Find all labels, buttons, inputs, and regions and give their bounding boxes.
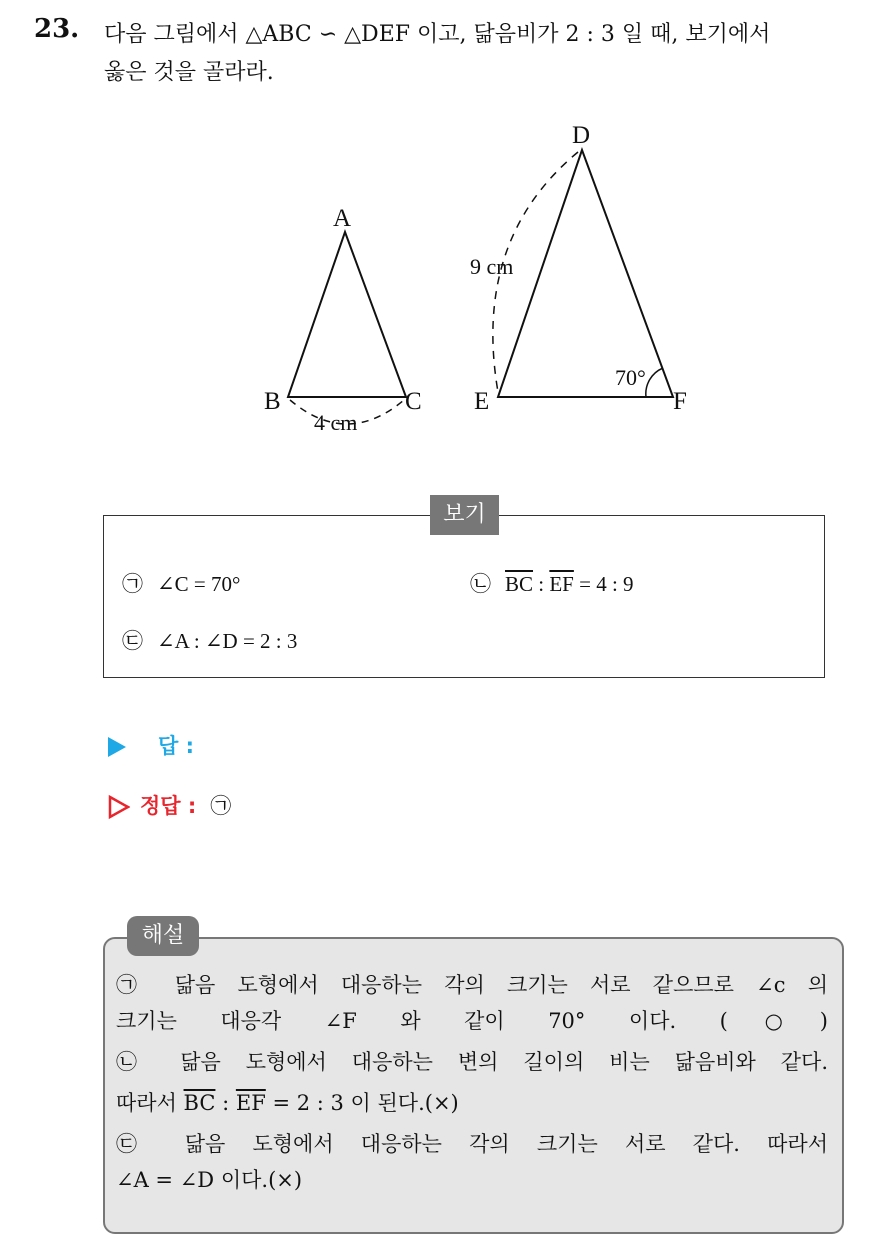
vertex-label-b: B <box>264 388 281 415</box>
haesul-line-4 <box>116 1088 828 1118</box>
haesul-line-3: ㉡ 닮음 도형에서 대응하는 변의 길이의 비는 닮음비와 같다. <box>116 1050 828 1074</box>
answer-label: 답 : <box>158 734 194 758</box>
triangle-abc <box>288 232 406 397</box>
question-number: 23. <box>34 14 80 44</box>
haesul-line-5: ㉢ 닮음 도형에서 대응하는 각의 크기는 서로 같다. 따라서 <box>116 1132 828 1156</box>
bogi-item-2-mid: : <box>533 572 550 596</box>
haesul-line-4-mid: : <box>215 1091 236 1115</box>
haesul-line-4-post: = 2 : 3 이 된다.(×) <box>265 1091 459 1115</box>
vertex-label-e: E <box>474 388 490 415</box>
bogi-item-3 <box>122 625 297 655</box>
haesul-line-1: ㉠ 닮음 도형에서 대응하는 각의 크기는 서로 같으므로 ∠c 의 <box>116 973 828 997</box>
play-triangle-icon <box>108 737 126 757</box>
bogi-marker-3: ㉢ <box>122 629 143 653</box>
question-line-1: 다음 그림에서 △ABC ∽ △DEF 이고, 닮음비가 2 : 3 일 때, 보기에서 <box>104 22 771 47</box>
haesul-line-4-pre: 따라서 <box>116 1091 184 1115</box>
bogi-marker-1: ㉠ <box>122 572 143 596</box>
vertex-label-a: A <box>333 205 352 232</box>
vertex-label-f: F <box>673 388 687 415</box>
haesul-segment-bc: $\overline{BC}$ <box>183 1091 216 1115</box>
triangle-figure <box>0 0 884 480</box>
haesul-line-6: ∠A = ∠D 이다.(×) <box>116 1168 303 1192</box>
question-line-2: 옳은 것을 골라라. <box>104 60 274 85</box>
correct-answer-row <box>108 790 231 820</box>
outline-triangle-icon <box>108 795 130 819</box>
correct-answer-label: 정답 : <box>140 794 197 818</box>
bogi-item-2-post: = 4 : 9 <box>573 572 634 596</box>
triangle-def <box>498 150 673 397</box>
bogi-item-1-text: ∠C = 70° <box>157 572 241 596</box>
haesul-segment-ef: $\overline{EF}$ <box>235 1091 266 1115</box>
haesul-title: 해설 <box>127 916 199 956</box>
segment-bc: $\overline{BC}$ <box>505 572 534 596</box>
angle-f-label: 70° <box>615 365 646 390</box>
bc-length-label: 4 cm <box>314 410 358 435</box>
de-length-label: 9 cm <box>470 254 514 279</box>
bogi-item-3-text: ∠A : ∠D = 2 : 3 <box>157 629 298 653</box>
answer-row <box>108 730 194 760</box>
bogi-item-2 <box>470 568 634 598</box>
bogi-marker-2: ㉡ <box>470 572 491 596</box>
haesul-line-2: 크기는 대응각 ∠F 와 같이 70° 이다. (○) <box>116 1009 828 1033</box>
vertex-label-d: D <box>572 122 591 149</box>
vertex-label-c: C <box>405 388 422 415</box>
angle-f-arc <box>646 368 663 397</box>
segment-ef: $\overline{EF}$ <box>549 572 574 596</box>
correct-answer-value: ㉠ <box>210 794 232 818</box>
bogi-title: 보기 <box>430 495 499 535</box>
bogi-item-1 <box>122 568 240 598</box>
